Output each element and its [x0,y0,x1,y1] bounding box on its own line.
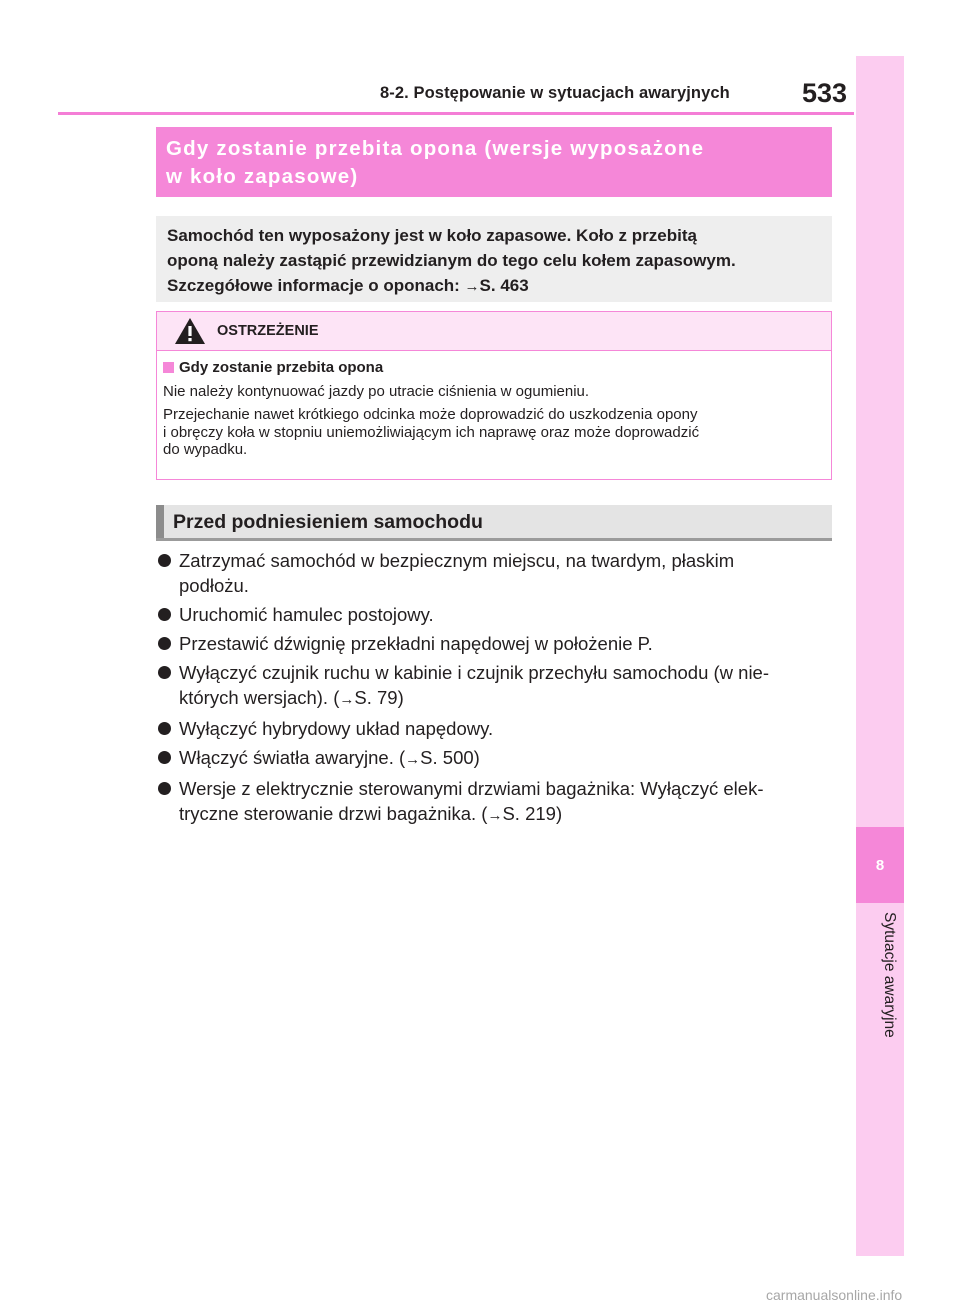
warning-subheading-text: Gdy zostanie przebita opona [179,359,384,376]
warning-para-2-line-3: do wypadku. [163,441,248,458]
bullet-dot-icon [158,666,171,679]
list-item [156,548,836,598]
page-ref-link[interactable]: S. 500) [420,747,480,768]
intro-line-2: oponą należy zastąpić przewidzianym do tego celu kołem zapasowym. [167,251,736,270]
title-line-1: Gdy zostanie przebita opona (wersje wyposażone [166,137,705,160]
list-item-line: podłożu. [179,575,249,596]
intro-line-3-text: Szczegółowe informacje o oponach: [167,276,465,295]
section-title: Przed podniesieniem samochodu [173,511,483,533]
list-item-line: Uruchomić hamulec postojowy. [179,604,434,625]
bullet-list [156,548,836,832]
list-item-text: Włączyć światła awaryjne. ( [179,747,406,768]
list-item-text: których wersjach). ( [179,687,340,708]
arrow-right-icon: → [487,807,503,824]
side-tab [856,56,904,1256]
section-header: 8-2. Postępowanie w sytuacjach awaryjnych [380,84,730,102]
list-item [156,631,836,656]
list-item-line: Wyłączyć hybrydowy układ napędowy. [179,718,494,739]
warning-title: OSTRZEŻENIE [217,323,319,339]
list-item-line: Zatrzymać samochód w bezpiecznym miejscu, na twardym, płaskim [179,550,735,571]
warning-para-2 [163,406,823,459]
title-box [156,127,832,197]
list-item [156,716,836,741]
chapter-number-tab[interactable] [856,827,904,903]
list-item-line: Wyłączyć czujnik ruchu w kabinie i czujnik przechyłu samochodu (w nie- [179,662,770,683]
arrow-right-icon: → [339,691,355,708]
list-item-line [179,685,836,712]
arrow-right-icon: → [405,751,421,768]
list-item [156,602,836,627]
intro-line-1: Samochód ten wyposażony jest w koło zapasowe. Koło z przebitą [167,226,697,245]
warning-para-2-line-1: Przejechanie nawet krótkiego odcinka może doprowadzić do uszkodzenia opony [163,406,698,423]
title-line-2: w koło zapasowe) [166,165,359,188]
warning-para-2-line-2: i obręczy koła w stopniu uniemożliwiającym ich naprawę oraz może doprowadzić [163,423,700,441]
warning-subheading [163,359,823,377]
chapter-number: 8 [875,856,885,874]
chapter-label: Sytuacje awaryjne [881,912,898,1038]
warning-box [156,311,832,480]
list-item-text: tryczne sterowanie drzwi bagażnika. ( [179,803,488,824]
list-item [156,745,836,772]
bullet-dot-icon [158,722,171,735]
list-item [156,660,836,712]
arrow-right-icon: → [464,278,480,295]
page-ref-link[interactable]: S. 79) [354,687,404,708]
page-number: 533 [802,78,848,108]
bullet-dot-icon [158,751,171,764]
bullet-dot-icon [158,554,171,567]
list-item-line: Wersje z elektrycznie sterowanymi drzwiami bagażnika: Wyłączyć elek- [179,778,764,799]
page-ref-link[interactable]: S. 219) [502,803,563,824]
bullet-dot-icon [158,608,171,621]
section-heading [156,505,832,541]
list-item-line: Przestawić dźwignię przekładni napędowej w położenie P. [179,633,653,654]
intro-line-3 [167,273,824,299]
list-item-line [179,801,836,828]
watermark: carmanualsonline.info [766,1287,903,1303]
section-heading-bar [156,505,164,538]
header-divider [58,112,854,115]
list-item-line [179,745,836,772]
list-item [156,776,836,828]
square-bullet-icon [163,362,174,373]
bullet-dot-icon [158,637,171,650]
warning-header [157,312,831,351]
intro-page-ref[interactable]: S. 463 [479,276,529,295]
warning-para-1: Nie należy kontynuować jazdy po utracie ciśnienia w ogumieniu. [163,382,590,400]
warning-triangle-icon [174,317,206,345]
warning-body [157,351,831,459]
bullet-dot-icon [158,782,171,795]
intro-box [156,216,832,302]
